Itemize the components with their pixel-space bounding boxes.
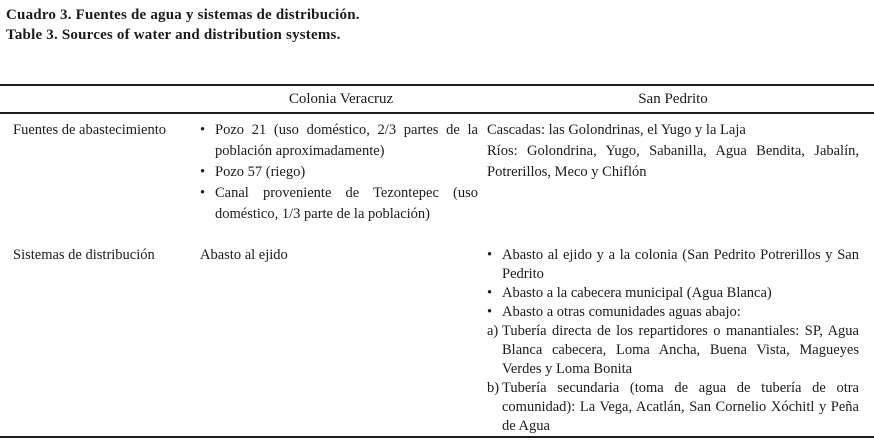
table-row-fuentes xyxy=(0,114,874,246)
table-body xyxy=(0,114,874,436)
caption-english: Table 3. Sources of water and distribution systems. xyxy=(6,27,341,43)
item-text: Abasto a otras comunidades aguas abajo: xyxy=(502,304,741,320)
row-label-sistemas: Sistemas de distribución xyxy=(13,247,155,263)
item-text: Abasto al ejido xyxy=(200,247,288,263)
item-marker: • xyxy=(200,164,206,180)
list-item xyxy=(487,120,859,141)
item-text: Abasto al ejido y a la colonia (San Pedrito Potrerillos y San Pedrito xyxy=(502,247,859,282)
item-marker: a) xyxy=(487,323,499,339)
list-item xyxy=(200,246,478,265)
item-text: Tubería directa de los repartidores o manantiales: SP, Agua Blanca cabecera, Loma Ancha, Buena Vista, Magueyes Verdes y Loma Bonita xyxy=(502,323,859,377)
item-text: Tubería secundaria (toma de agua de tubería de otra comunidad): La Vega, Acatlán, San Cornelio Xóchitl y Peña de Agua xyxy=(502,380,859,434)
header-san-pedrito: San Pedrito xyxy=(638,90,708,107)
list-item xyxy=(200,120,478,162)
header-colonia-veracruz: Colonia Veracruz xyxy=(288,90,394,107)
cell-fuentes-colonia-veracruz xyxy=(200,114,482,246)
item-marker: • xyxy=(200,122,206,138)
item-text: Pozo 57 (riego) xyxy=(215,164,306,180)
caption-spanish: Cuadro 3. Fuentes de agua y sistemas de distribución. xyxy=(6,7,360,23)
list-item xyxy=(487,303,859,322)
item-text: Pozo 21 (uso doméstico, 2/3 partes de la población aproximadamente) xyxy=(215,122,478,159)
list-item xyxy=(200,162,478,183)
item-text: Abasto a la cabecera municipal (Agua Blanca) xyxy=(502,285,772,301)
cell-fuentes-san-pedrito xyxy=(482,114,874,246)
list-item xyxy=(487,284,859,303)
list-item xyxy=(487,141,859,183)
row-label-fuentes: Fuentes de abastecimiento xyxy=(13,122,167,138)
item-marker: • xyxy=(487,304,493,320)
table-header-row xyxy=(0,86,874,114)
list-item xyxy=(487,379,859,436)
item-text: Cascadas: las Golondrinas, el Yugo y la Laja xyxy=(487,122,746,138)
list-item xyxy=(487,246,859,284)
item-marker: b) xyxy=(487,380,500,396)
item-text: Ríos: Golondrina, Yugo, Sabanilla, Agua Bendita, Jabalín, Potrerillos, Meco y Chiflón xyxy=(487,143,859,180)
item-text: Canal proveniente de Tezontepec (uso doméstico, 1/3 parte de la población) xyxy=(215,185,478,222)
table-row-sistemas xyxy=(0,246,874,436)
list-item xyxy=(200,183,478,225)
cell-sistemas-san-pedrito xyxy=(482,246,874,436)
data-table xyxy=(0,84,874,438)
item-marker: • xyxy=(487,247,493,263)
list-item xyxy=(487,322,859,379)
item-marker: • xyxy=(200,185,206,201)
cell-sistemas-colonia-veracruz xyxy=(200,246,482,436)
item-marker: • xyxy=(487,285,493,301)
table-caption xyxy=(6,5,864,45)
